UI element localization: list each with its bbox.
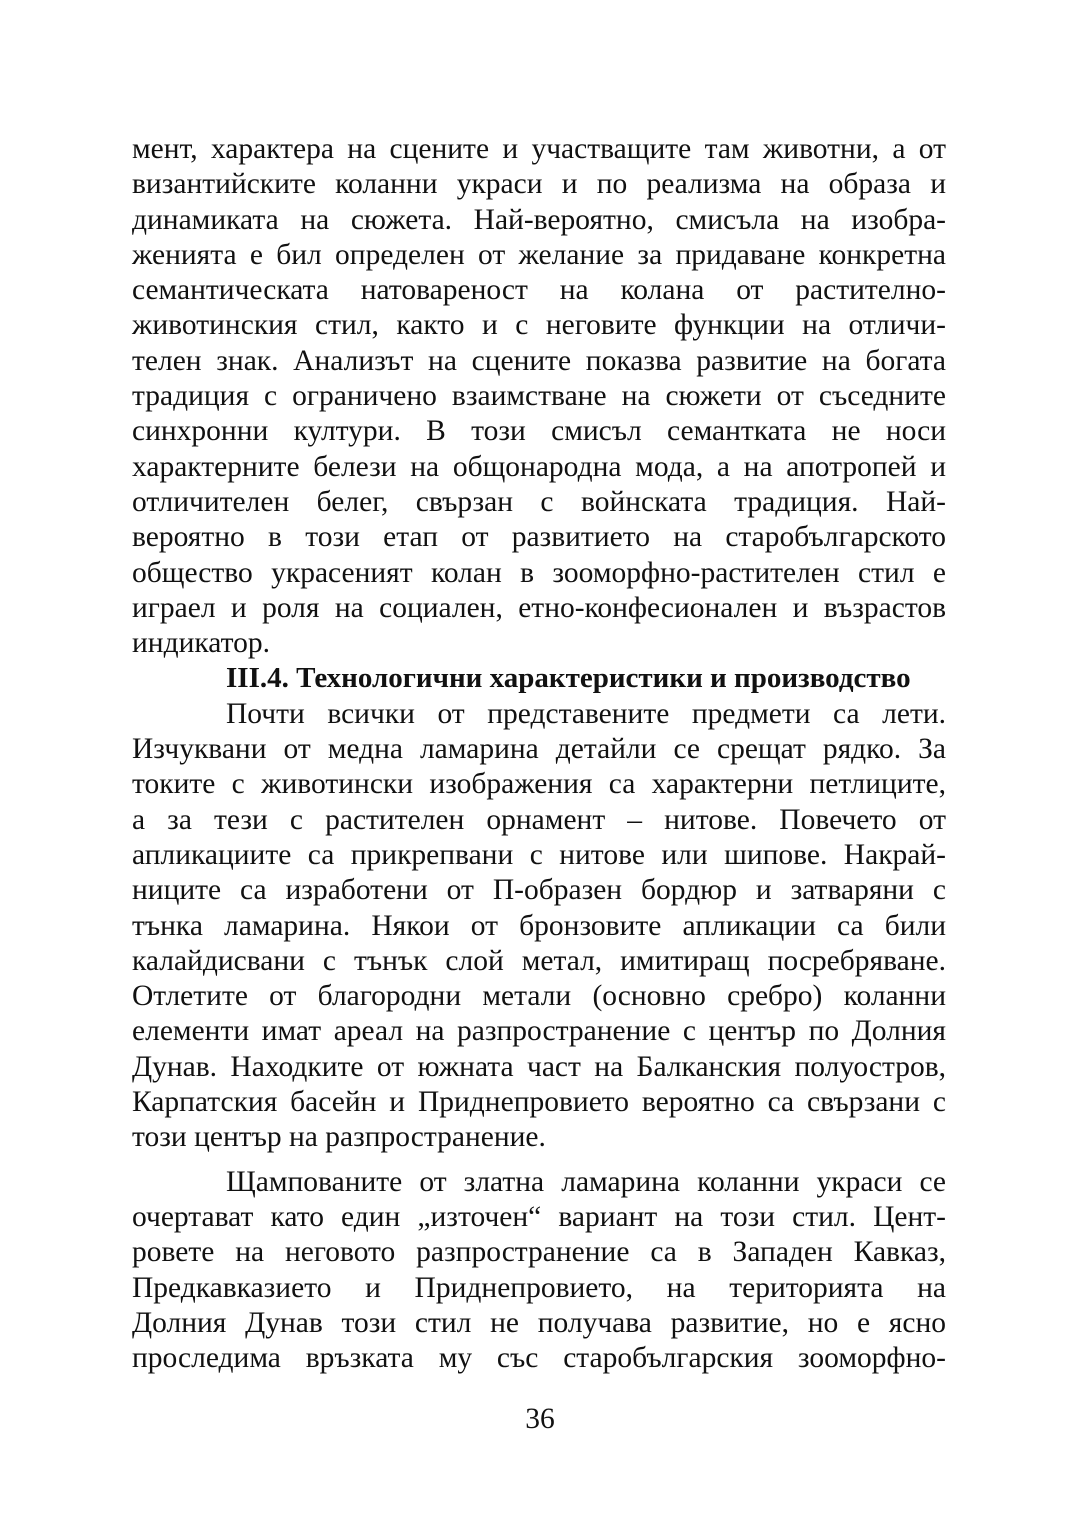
- text-line: очертават като един „източен“ вариант на този стил. Цент-: [132, 1200, 946, 1233]
- text-line: вероятно в този етап от развитието на старобългарското: [132, 521, 946, 554]
- text-line: семантическата натовареност на колана от растително-: [132, 274, 946, 307]
- body-text: [132, 132, 946, 1376]
- text-line: традиция с ограничено взаимстване на сюжети от съседните: [132, 380, 946, 413]
- text-line: този център на разпространение.: [132, 1121, 546, 1154]
- page-number: 36: [525, 1403, 555, 1435]
- text-line: византийските коланни украси и по реализма на образа и: [132, 168, 946, 201]
- text-line: токите с животински изображения са характерни петлиците,: [132, 768, 946, 801]
- text-line: синхронни култури. В този смисъл семантката не носи: [132, 415, 946, 448]
- text-line: Дунав. Находките от южната част на Балканския полуостров,: [132, 1050, 946, 1083]
- paragraph-technology: [132, 697, 946, 1156]
- paragraph-stamped-gold: [132, 1165, 946, 1377]
- section-heading: III.4. Технологични характеристики и производство: [226, 662, 911, 695]
- text-line: а за тези с растителен орнамент – нитове. Повечето от: [132, 803, 946, 836]
- text-line: тънка ламарина. Някои от бронзовите апликации са били: [132, 909, 946, 942]
- text-line: проследима връзката му със старобългарския зооморфно-: [132, 1342, 946, 1375]
- text-line: характерните белези на общонародна мода, а на апотропей и: [132, 450, 946, 483]
- text-line: елементи имат ареал на разпространение с център по Долния: [132, 1015, 946, 1048]
- text-line: Долния Дунав този стил не получава развитие, но е ясно: [132, 1306, 946, 1339]
- text-line: телен знак. Анализът на сцените показва развитие на богата: [132, 344, 946, 377]
- text-line: мент, характера на сцените и участващите там животни, а от: [132, 133, 946, 165]
- text-line: Почти всички от представените предмети са лети.: [226, 697, 946, 730]
- text-line: Щампованите от златна ламарина коланни украси се: [226, 1165, 946, 1198]
- text-line: Предкавказието и Приднепровието, на територията на: [132, 1271, 946, 1304]
- paragraph-continued: [132, 132, 946, 661]
- text-line: играел и роля на социален, етно-конфесионален и възрастов: [132, 591, 946, 624]
- text-line: индикатор.: [132, 627, 270, 660]
- text-line: животинския стил, както и с неговите функции на отличи-: [132, 309, 946, 342]
- text-line: апликациите са прикрепвани с нитове или шипове. Накрай-: [132, 838, 946, 871]
- text-line: Отлетите от благородни метали (основно сребро) коланни: [132, 980, 946, 1013]
- text-line: ровете на неговото разпространение са в Западен Кавказ,: [132, 1236, 946, 1269]
- text-line: Изчуквани от медна ламарина детайли се срещат рядко. За: [132, 733, 946, 766]
- text-line: динамиката на сюжета. Най-вероятно, смисъла на изобра-: [132, 203, 946, 236]
- text-line: калайдисвани с тънък слой метал, имитиращ посребряване.: [132, 944, 946, 977]
- text-line: отличителен белег, свързан с войнската традиция. Най-: [132, 485, 946, 518]
- text-line: женията е бил определен от желание за придаване конкретна: [132, 238, 946, 271]
- paragraph-spacer: [132, 1156, 946, 1165]
- text-line: ниците са изработени от П-образен бордюр и затваряни с: [132, 874, 946, 907]
- text-line: общество украсеният колан в зооморфно-растителен стил е: [132, 556, 946, 589]
- text-line: Карпатския басейн и Приднепровието вероятно са свързани с: [132, 1086, 946, 1119]
